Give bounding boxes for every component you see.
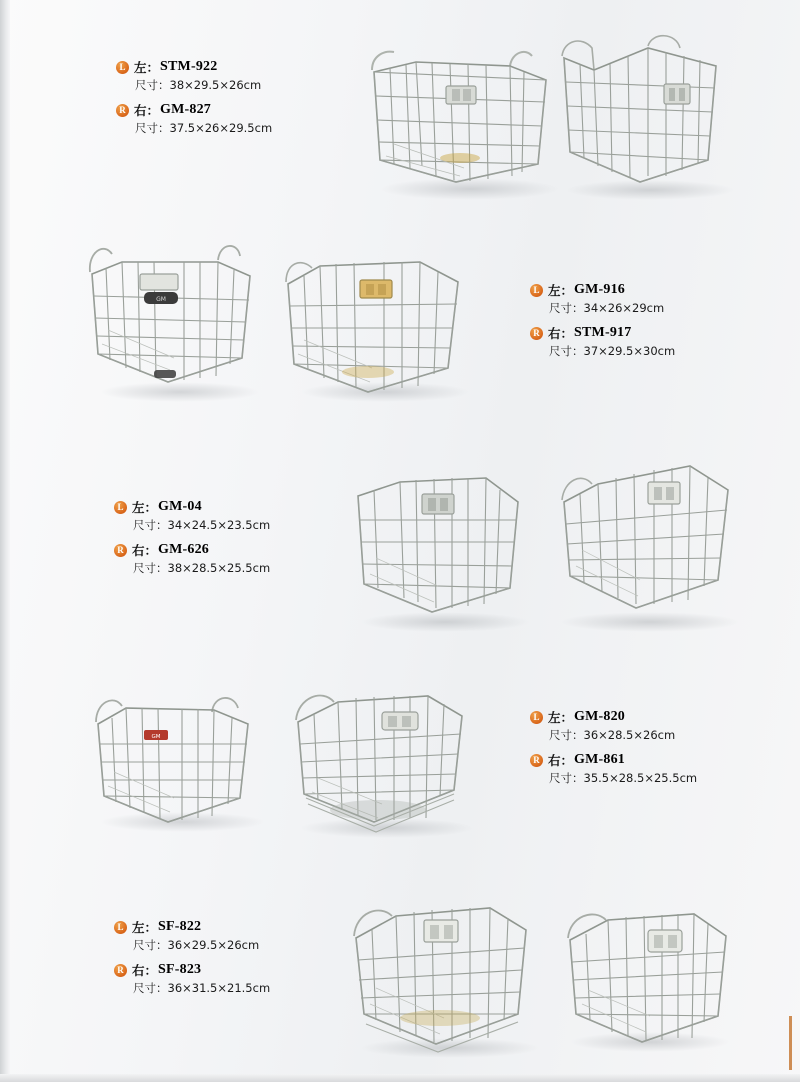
- product-size: 尺寸：38×28.5×25.5cm: [133, 561, 271, 575]
- caption-left-1: [116, 58, 272, 93]
- basket-gm-827: [548, 26, 748, 196]
- product-size: 尺寸：38×29.5×26cm: [135, 78, 262, 92]
- side-label: 左：: [548, 710, 574, 725]
- caption-group-5: [114, 918, 270, 1004]
- basket-stm-922: [360, 36, 560, 196]
- side-label: 右：: [134, 103, 160, 118]
- left-mark-icon: L: [114, 501, 127, 514]
- product-size: 尺寸：37.5×26×29.5cm: [135, 121, 273, 135]
- side-label: 左：: [132, 500, 158, 515]
- right-mark-icon: R: [114, 964, 127, 977]
- basket-stm-917: [272, 244, 472, 404]
- product-code: GM-04: [158, 499, 202, 514]
- product-code: GM-626: [158, 542, 209, 557]
- caption-group-3: [114, 498, 270, 584]
- product-code: GM-861: [574, 752, 625, 767]
- side-label: 左：: [132, 920, 158, 935]
- basket-gm-626: [540, 450, 745, 625]
- product-code: STM-922: [160, 59, 218, 74]
- side-label: 右：: [132, 963, 158, 978]
- side-label: 右：: [548, 753, 574, 768]
- caption-right-1: [116, 101, 272, 136]
- caption-group-2: [530, 281, 675, 367]
- product-size: 尺寸：34×26×29cm: [549, 301, 665, 315]
- product-size: 尺寸：36×29.5×26cm: [133, 938, 260, 952]
- caption-right-5: [114, 961, 270, 996]
- caption-left-5: [114, 918, 270, 953]
- right-mark-icon: R: [530, 327, 543, 340]
- basket-bracket: [140, 274, 178, 290]
- product-size: 尺寸：36×31.5×21.5cm: [133, 981, 271, 995]
- right-mark-icon: R: [116, 104, 129, 117]
- side-label: 右：: [132, 543, 158, 558]
- right-mark-icon: R: [114, 544, 127, 557]
- left-mark-icon: L: [530, 284, 543, 297]
- caption-left-4: [530, 708, 697, 743]
- caption-right-4: [530, 751, 697, 786]
- svg-text:GM: GM: [151, 734, 161, 740]
- product-code: GM-916: [574, 282, 625, 297]
- basket-bracket: [360, 280, 392, 298]
- basket-bracket: [648, 482, 680, 504]
- page-left-edge: [0, 0, 10, 1082]
- caption-right-3: [114, 541, 270, 576]
- page-corner-marker: [789, 1016, 792, 1070]
- svg-text:GM: GM: [156, 296, 166, 303]
- product-code: SF-823: [158, 962, 202, 977]
- right-mark-icon: R: [530, 754, 543, 767]
- caption-group-1: [116, 58, 272, 144]
- basket-gm-04: [340, 462, 530, 627]
- product-size: 尺寸：36×28.5×26cm: [549, 728, 676, 742]
- left-mark-icon: L: [530, 711, 543, 724]
- product-size: 尺寸：35.5×28.5×25.5cm: [549, 771, 698, 785]
- caption-right-2: [530, 324, 675, 359]
- side-label: 左：: [548, 283, 574, 298]
- basket-sf-823: [548, 892, 748, 1052]
- product-code: SF-822: [158, 919, 202, 934]
- left-mark-icon: L: [114, 921, 127, 934]
- caption-left-2: [530, 281, 675, 316]
- product-code: STM-917: [574, 325, 632, 340]
- basket-gm-861: [278, 672, 478, 837]
- basket-gm-916: [78, 232, 268, 397]
- basket-sf-822: [340, 886, 540, 1056]
- product-code: GM-820: [574, 709, 625, 724]
- product-code: GM-827: [160, 102, 211, 117]
- product-size: 尺寸：34×24.5×23.5cm: [133, 518, 271, 532]
- caption-group-4: [530, 708, 697, 794]
- product-size: 尺寸：37×29.5×30cm: [549, 344, 676, 358]
- left-mark-icon: L: [116, 61, 129, 74]
- basket-bracket: [446, 86, 476, 104]
- basket-bracket: [664, 84, 690, 104]
- basket-bracket: [382, 712, 418, 730]
- page-bottom-edge: [0, 1074, 800, 1082]
- caption-left-3: [114, 498, 270, 533]
- side-label: 左：: [134, 60, 160, 75]
- side-label: 右：: [548, 326, 574, 341]
- basket-gm-820: [80, 678, 270, 833]
- basket-bracket: [422, 494, 454, 514]
